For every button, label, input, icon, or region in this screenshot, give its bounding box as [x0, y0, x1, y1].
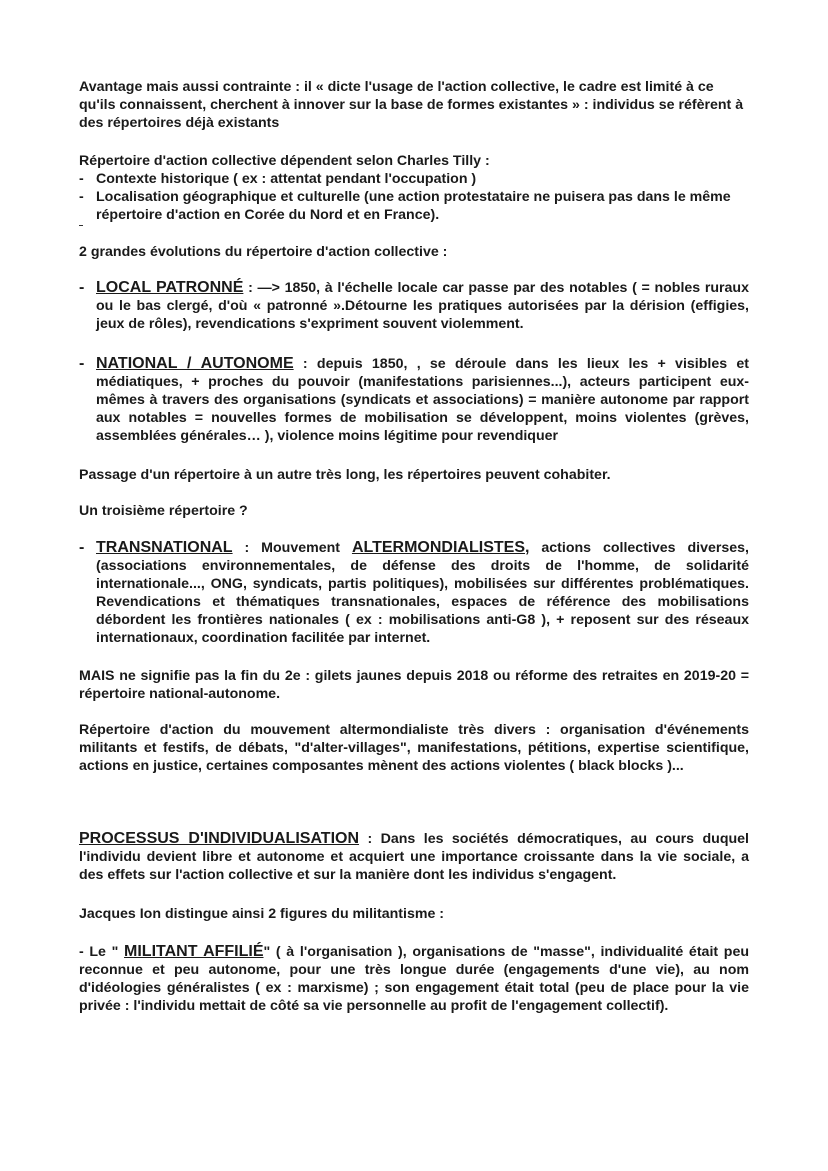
tilly-bullet-1	[79, 170, 749, 188]
paragraph-mais	[79, 667, 749, 703]
paragraph-evolutions	[79, 243, 749, 261]
paragraph-troisieme	[79, 502, 749, 520]
militant-affilie-heading: MILITANT AFFILIÉ	[124, 943, 264, 960]
dash-bullet-icon: -	[79, 189, 84, 205]
troisieme-text: Un troisième répertoire ?	[79, 503, 248, 519]
altermondialistes-term: ALTERMONDIALISTES,	[351, 539, 530, 556]
dash-bullet-icon: -	[79, 355, 85, 372]
repertoire-alter-text: Répertoire d'action du mouvement altermondialiste très divers : organisation d'événements militants et festifs, de débats, "d'alter-villages", manifestations, pétitions, expertise scientifique, actions en justice, certaines composantes mènent des actions violentes ( black blocks )...	[79, 722, 749, 774]
local-patronne-text: : —> 1850, à l'échelle locale car passe par des notables ( = nobles ruraux ou le bas clergé, d'où « patronné ».Détourne les pratiques autorisées par la dérision (effigies, jeux de rôles), revendications s'expriment souvent violemment.	[96, 280, 749, 332]
tilly-bullet-1-text: Contexte historique ( ex : attentat pendant l'occupation )	[96, 171, 477, 187]
dash-bullet-icon: -	[79, 171, 84, 187]
transnational-mid-text: : Mouvement	[232, 540, 352, 556]
mais-text: MAIS ne signifie pas la fin du 2e : gilets jaunes depuis 2018 ou réforme des retraites en 2019-20 = répertoire national-autonome.	[79, 668, 749, 702]
passage-text: Passage d'un répertoire à un autre très long, les répertoires peuvent cohabiter.	[79, 467, 611, 483]
transnational-text: actions collectives diverses, (associations environnementales, de défense des droits de l'homme, de solidarité internationale..., ONG, syndicats, partis politiques), mobilisées sur différentes problématiques. Revendications et thématiques transnationales, espaces de référence des mobilisations débordent les frontières nationales ( ex : mobilisations anti-G8 ), + reposent sur des réseaux internationaux, coordination facilitée par internet.	[96, 540, 749, 646]
national-autonome-text: : depuis 1850, , se déroule dans les lieux les + visibles et médiatiques, + proches du pouvoir (manifestations parisiennes...), acteurs participent eux-mêmes à travers des organisations (syndicats et associations) = manière autonome par rapport aux notables = nouvelles formes de mobilisation se développent, moins violentes (grèves, assemblées générales… ), violence moins légitime pour revendiquer	[96, 356, 750, 444]
processus-text: : Dans les sociétés démocratiques, au cours duquel l'individu devient libre et autonome et acquiert une importance croissante dans la vie sociale, a des effets sur l'action collective et sur la manière dont les individus s'engagent.	[79, 831, 749, 883]
transnational-heading: TRANSNATIONAL	[96, 539, 233, 556]
evolutions-text: 2 grandes évolutions du répertoire d'action collective :	[79, 244, 448, 260]
section-transnational	[79, 539, 749, 647]
paragraph-intro	[79, 78, 749, 132]
paragraph-ion	[79, 905, 749, 923]
processus-heading: PROCESSUS D'INDIVIDUALISATION	[79, 830, 360, 847]
tilly-bullet-2-text: Localisation géographique et culturelle (une action protestataire ne puisera pas dans le même répertoire d'action en Corée du Nord et en France).	[96, 189, 731, 223]
intro-text: Avantage mais aussi contrainte : il « dicte l'usage de l'action collective, le cadre est limité à ce qu'ils connaissent, cherchent à innover sur la base de formes existantes » : individus se réfèrent à des répertoires déjà existants	[79, 79, 744, 131]
section-national-autonome	[79, 355, 749, 445]
dash-bullet-icon: -	[79, 539, 85, 556]
national-autonome-heading: NATIONAL / AUTONOME	[96, 355, 294, 372]
section-militant-affilie	[79, 943, 749, 1015]
local-patronne-heading: LOCAL PATRONNÉ	[96, 279, 244, 296]
militant-affilie-text: " ( à l'organisation ), organisations de "masse", individualité était peu reconnue et peu autonome, pour une très longue durée (engagements d'une vie), au nom d'idéologies généralistes ( ex : marxisme) ; son engagement était total (peu de place pour la vie privée : l'individu mettait de côté sa vie personnelle au profit de l'engagement collectif).	[79, 944, 750, 1014]
stray-mark	[79, 225, 83, 226]
section-local-patronne	[79, 279, 749, 333]
tilly-lead: Répertoire d'action collective dépendent selon Charles Tilly :	[79, 153, 490, 169]
dash-bullet-icon: -	[79, 279, 85, 296]
militant-prefix: - Le "	[79, 944, 125, 960]
tilly-bullet-2	[79, 188, 749, 224]
paragraph-passage	[79, 466, 749, 484]
paragraph-repertoire-alter	[79, 721, 749, 775]
ion-text: Jacques Ion distingue ainsi 2 figures du militantisme :	[79, 906, 445, 922]
paragraph-tilly	[79, 152, 749, 224]
section-processus	[79, 830, 749, 884]
